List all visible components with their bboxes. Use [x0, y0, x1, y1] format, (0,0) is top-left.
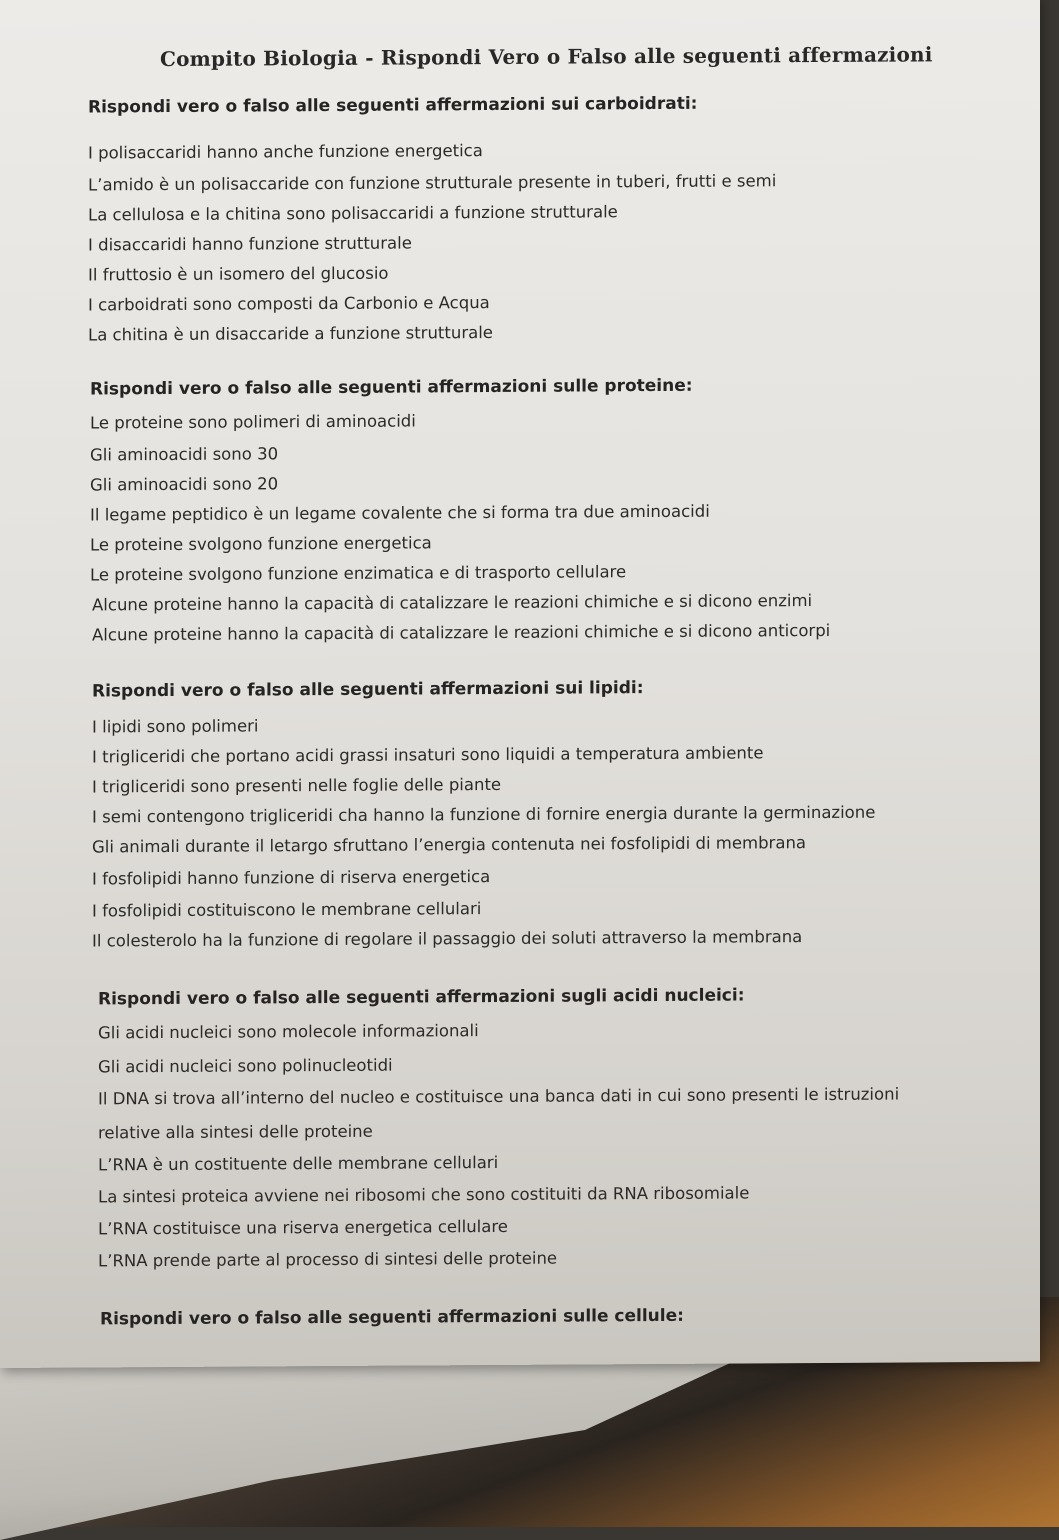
statement: Il DNA si trova all’interno del nucleo e costituisce una banca dati in cui sono presenti le istruzioni [98, 1084, 900, 1109]
statement: I carboidrati sono composti da Carbonio e Acqua [88, 293, 490, 315]
statement: Gli acidi nucleici sono polinucleotidi [98, 1055, 393, 1077]
statement: Gli aminoacidi sono 30 [90, 444, 279, 465]
statement: I trigliceridi sono presenti nelle foglie delle piante [92, 774, 502, 797]
statement: L’RNA prende parte al processo di sintesi delle proteine [98, 1248, 558, 1271]
statement: Alcune proteine hanno la capacità di catalizzare le reazioni chimiche e si dicono enzimi [92, 591, 813, 615]
statement: Il colesterolo ha la funzione di regolare il passaggio dei soluti attraverso la membrana [92, 927, 803, 951]
statement: Le proteine svolgono funzione energetica [90, 533, 432, 555]
statement: I lipidi sono polimeri [92, 716, 259, 737]
statement: Gli acidi nucleici sono molecole informazionali [98, 1021, 479, 1043]
statement: I fosfolipidi hanno funzione di riserva energetica [92, 867, 491, 889]
statement: L’RNA costituisce una riserva energetica cellulare [98, 1216, 508, 1239]
statement: Alcune proteine hanno la capacità di catalizzare le reazioni chimiche e si dicono anticorpi [92, 620, 831, 645]
statement: Le proteine sono polimeri di aminoacidi [90, 411, 416, 433]
statement: Le proteine svolgono funzione enzimatica e di trasporto cellulare [90, 562, 627, 585]
statement: La cellulosa e la chitina sono polisaccaridi a funzione strutturale [88, 202, 618, 225]
statement: relative alla sintesi delle proteine [98, 1121, 373, 1143]
statement: I semi contengono trigliceridi cha hanno la funzione di fornire energia durante la germinazione [92, 802, 876, 827]
section-heading: Rispondi vero o falso alle seguenti affermazioni sui lipidi: [92, 678, 644, 702]
statement: I trigliceridi che portano acidi grassi insaturi sono liquidi a temperatura ambiente [92, 743, 764, 767]
statement: L’RNA è un costituente delle membrane cellulari [98, 1152, 499, 1175]
statement: Gli aminoacidi sono 20 [90, 474, 279, 495]
section-heading: Rispondi vero o falso alle seguenti affermazioni sui carboidrati: [88, 93, 698, 118]
statement: I disaccaridi hanno funzione strutturale [88, 233, 412, 255]
document-title: Compito Biologia - Rispondi Vero o Falso alle seguenti affermazioni [160, 42, 933, 72]
statement: I polisaccaridi hanno anche funzione energetica [88, 141, 483, 163]
statement: Il legame peptidico è un legame covalente che si forma tra due aminoacidi [90, 501, 710, 525]
section-heading: Rispondi vero o falso alle seguenti affermazioni sulle cellule: [100, 1305, 684, 1330]
statement: Il fruttosio è un isomero del glucosio [88, 263, 389, 285]
statement: Gli animali durante il letargo sfruttano l’energia contenuta nei fosfolipidi di membrana [92, 833, 807, 857]
statement: La sintesi proteica avviene nei ribosomi che sono costituiti da RNA ribosomiale [98, 1183, 750, 1207]
statement: L’amido è un polisaccaride con funzione strutturale presente in tuberi, frutti e semi [88, 171, 777, 195]
section-heading: Rispondi vero o falso alle seguenti affermazioni sulle proteine: [90, 375, 693, 400]
section-heading: Rispondi vero o falso alle seguenti affermazioni sugli acidi nucleici: [98, 985, 745, 1010]
statement: La chitina è un disaccaride a funzione strutturale [88, 322, 493, 345]
statement: I fosfolipidi costituiscono le membrane cellulari [92, 899, 482, 921]
